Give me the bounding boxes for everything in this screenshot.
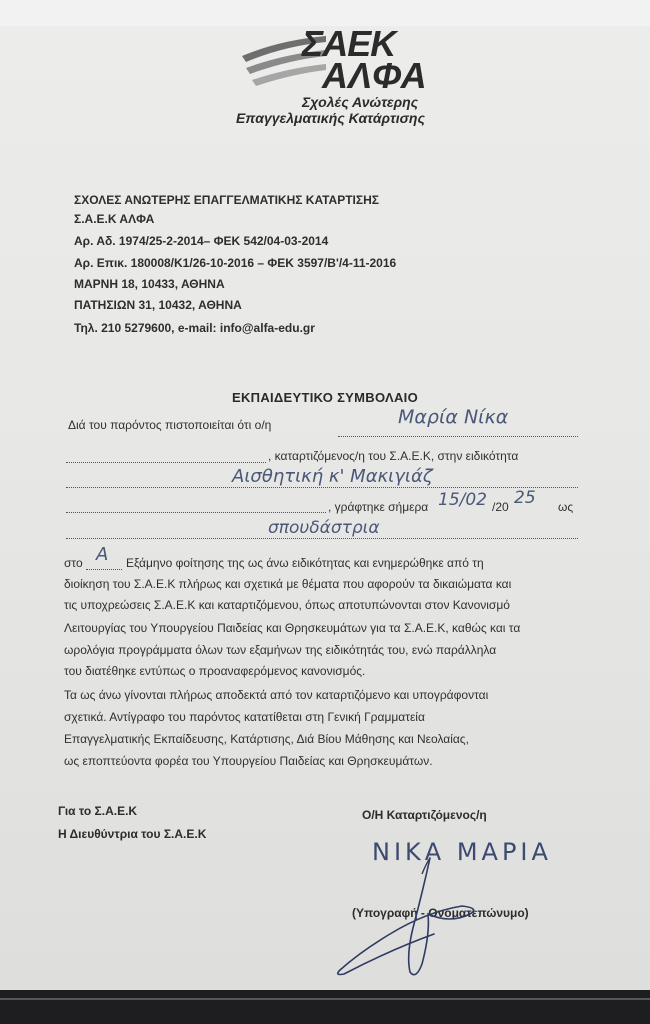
header-line-6: ΠΑΤΗΣΙΩΝ 31, 10432, ΑΘΗΝΑ <box>74 298 242 312</box>
specialty-value: Αισθητική κ' Μακιγιάζ <box>232 466 433 487</box>
body-line-6: του διατέθηκε εντύπως ο προαναφερόμενος κανονισμός. <box>64 664 366 678</box>
body-p2-line-2: σχετικά. Αντίγραφο του παρόντος κατατίθεται στη Γενική Γραμματεία <box>64 710 425 724</box>
student-name: Μαρία Νίκα <box>398 406 509 428</box>
status-value: σπουδάστρια <box>268 518 380 538</box>
handwritten-signature <box>330 854 490 984</box>
signed-name: ΝΙΚΑ ΜΑΡΙΑ <box>372 838 552 866</box>
header-line-4: Αρ. Επικ. 180008/Κ1/26-10-2016 – ΦΕΚ 3597/Β'/4-11-2016 <box>74 256 397 270</box>
field-line-4 <box>66 512 326 513</box>
header-line-1: ΣΧΟΛΕΣ ΑΝΩΤΕΡΗΣ ΕΠΑΓΓΕΛΜΑΤΙΚΗΣ ΚΑΤΑΡΤΙΣΗΣ <box>74 193 379 207</box>
trainee-text: , καταρτιζόμενος/η του Σ.Α.Ε.Κ, στην ειδικότητα <box>268 449 519 463</box>
body-p2-line-4: ως εποπτεύοντα φορέα του Υπουργείου Παιδείας και Θρησκευμάτων. <box>64 754 433 768</box>
semester-value: Α <box>96 544 109 565</box>
body-line-3: τις υποχρεώσεις Σ.Α.Ε.Κ και καταρτιζόμενου, όπως αποτυπώνονται στον Κανονισμό <box>64 598 510 612</box>
saek-logo <box>230 26 450 131</box>
field-line-2 <box>66 462 266 463</box>
body-line-5: ωρολόγια προγράμματα όλων των εξαμήνων της ειδικότητάς του, ενώ παράλληλα <box>64 643 497 657</box>
specialty-field-line <box>66 487 578 488</box>
name-field-line <box>338 436 578 437</box>
date-year-prefix: /20 <box>492 500 509 514</box>
status-field-line <box>66 538 578 539</box>
body-p2-line-3: Επαγγελματικής Εκπαίδευσης, Κατάρτισης, Διά Βίου Μάθησης και Νεολαίας, <box>64 732 469 746</box>
signature-left-label-2: Η Διευθύντρια του Σ.Α.Ε.Κ <box>58 827 207 841</box>
intro-text: Διά του παρόντος πιστοποιείται ότι ο/η <box>68 418 272 432</box>
logo-tagline-2: Επαγγελματικής Κατάρτισης <box>236 110 425 126</box>
header-line-2: Σ.Α.Ε.Κ ΑΛΦΑ <box>74 212 155 226</box>
date-year: 25 <box>514 488 536 508</box>
date-day: 15/02 <box>438 490 487 510</box>
document-title: ΕΚΠΑΙΔΕΥΤΙΚΟ ΣΥΜΒΟΛΑΙΟ <box>231 390 419 405</box>
enrolled-text: , γράφτηκε σήμερα <box>328 500 429 514</box>
header-line-5: ΜΑΡΝΗ 18, 10433, ΑΘΗΝΑ <box>74 277 225 291</box>
logo-brand: ΣΑΕΚ <box>302 26 396 64</box>
semester-field-line <box>86 569 122 570</box>
body-line-4: Λειτουργίας του Υπουργείου Παιδείας και Θρησκευμάτων για τα Σ.Α.Ε.Κ, καθώς και τα <box>64 621 521 635</box>
header-line-3: Αρ. Αδ. 1974/25-2-2014– ΦΕΚ 542/04-03-2014 <box>74 234 329 248</box>
document-page <box>0 26 650 990</box>
page-bottom-edge <box>0 990 650 1024</box>
body-line-1: Εξάμηνο φοίτησης της ως άνω ειδικότητας και ενημερώθηκε από τη <box>126 556 484 570</box>
bottom-divider <box>0 998 650 1000</box>
signature-right-label-1: Ο/Η Καταρτιζόμενος/η <box>362 808 487 822</box>
header-line-7: Τηλ. 210 5279600, e-mail: info@alfa-edu.gr <box>74 321 315 335</box>
body-line-2: διοίκηση του Σ.Α.Ε.Κ πλήρως και σχετικά με θέματα που αφορούν τα δικαιώματα και <box>64 577 512 591</box>
signature-right-label-2: (Υπογραφή - Ονοματεπώνυμο) <box>352 906 529 920</box>
logo-sub: ΑΛΦΑ <box>322 55 427 96</box>
signature-left-label-1: Για το Σ.Α.Ε.Κ <box>58 804 138 818</box>
body-p2-line-1: Τα ως άνω γίνονται πλήρως αποδεκτά από τον καταρτιζόμενο και υπογράφονται <box>64 688 489 702</box>
as-text: ως <box>558 500 574 514</box>
logo-tagline-1: Σχολές Ανώτερης <box>302 94 419 110</box>
semester-prefix: στο <box>64 556 83 570</box>
top-strip <box>0 0 650 26</box>
